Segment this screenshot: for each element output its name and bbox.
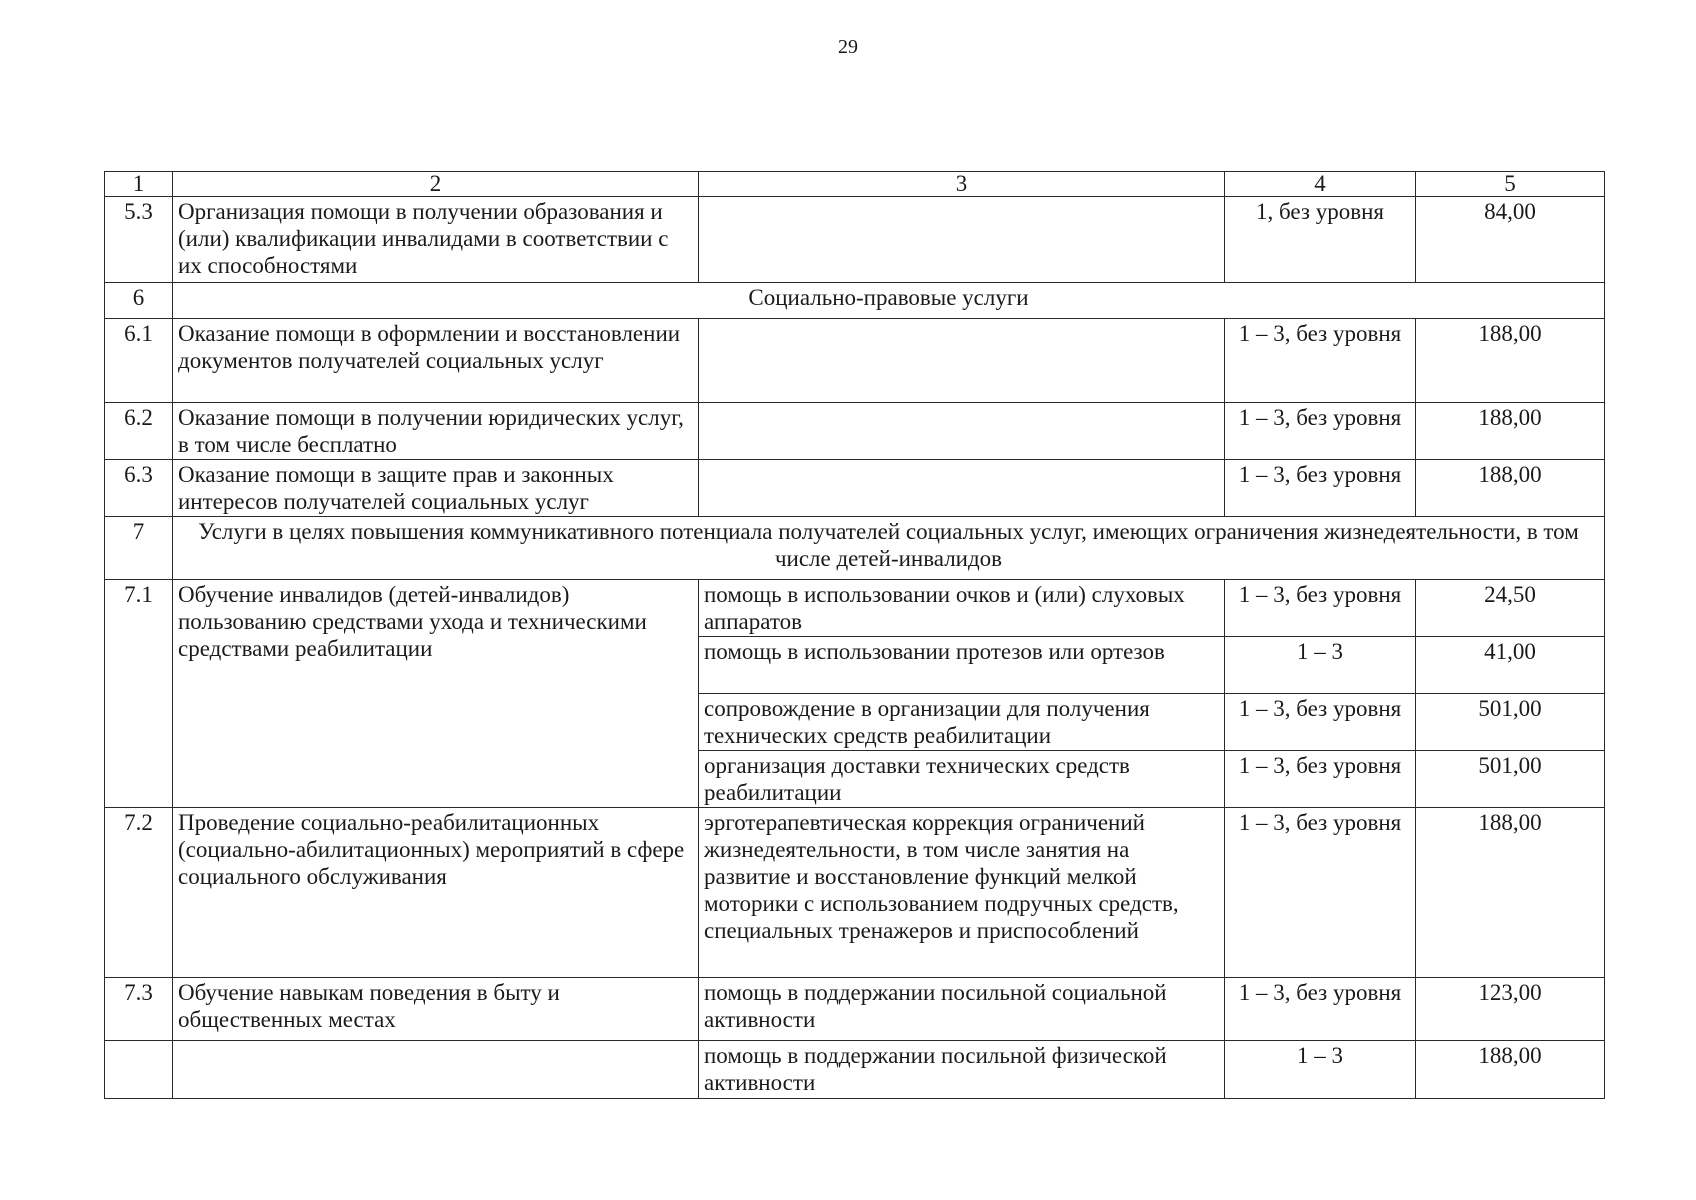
service-name: Проведение социально-реабилитационных (социально-абилитационных) мероприятий в сфере социального обслуживания	[173, 808, 699, 978]
table-row	[105, 1041, 1605, 1099]
service-detail	[699, 460, 1225, 517]
row-number: 7.2	[105, 808, 173, 978]
table-row	[105, 403, 1605, 460]
row-number: 7.1	[105, 580, 173, 808]
table-row	[105, 580, 1605, 637]
service-level: 1 – 3, без уровня	[1225, 403, 1416, 460]
row-number: 6.2	[105, 403, 173, 460]
service-price: 188,00	[1416, 319, 1605, 403]
column-number: 5	[1416, 172, 1605, 197]
table-row	[105, 197, 1605, 283]
row-number: 5.3	[105, 197, 173, 283]
service-price: 41,00	[1416, 637, 1605, 694]
service-level: 1 – 3, без уровня	[1225, 978, 1416, 1041]
section-title: Социально-правовые услуги	[173, 283, 1605, 319]
service-price: 24,50	[1416, 580, 1605, 637]
service-price: 501,00	[1416, 751, 1605, 808]
row-number: 7.3	[105, 978, 173, 1041]
service-detail: помощь в использовании протезов или ортезов	[699, 637, 1225, 694]
section-title: Услуги в целях повышения коммуникативного потенциала получателей социальных услуг, имеющих ограничения жизнедеятельности, в том числе детей-инвалидов	[173, 517, 1605, 580]
service-level: 1 – 3	[1225, 1041, 1416, 1099]
service-detail: сопровождение в организации для получения технических средств реабилитации	[699, 694, 1225, 751]
column-number: 2	[173, 172, 699, 197]
service-name: Обучение инвалидов (детей-инвалидов) пользованию средствами ухода и техническими средствами реабилитации	[173, 580, 699, 808]
section-row	[105, 517, 1605, 580]
service-level: 1 – 3, без уровня	[1225, 751, 1416, 808]
service-detail	[699, 197, 1225, 283]
service-price: 84,00	[1416, 197, 1605, 283]
service-name: Оказание помощи в оформлении и восстановлении документов получателей социальных услуг	[173, 319, 699, 403]
page-number: 29	[838, 36, 858, 58]
service-level: 1 – 3, без уровня	[1225, 580, 1416, 637]
table-row	[105, 319, 1605, 403]
service-name: Оказание помощи в защите прав и законных интересов получателей социальных услуг	[173, 460, 699, 517]
service-level: 1 – 3, без уровня	[1225, 694, 1416, 751]
column-number: 3	[699, 172, 1225, 197]
service-detail	[699, 403, 1225, 460]
service-level: 1 – 3, без уровня	[1225, 460, 1416, 517]
services-table	[104, 171, 1605, 1099]
service-detail: помощь в использовании очков и (или) слуховых аппаратов	[699, 580, 1225, 637]
service-name: Организация помощи в получении образования и (или) квалификации инвалидами в соответствии с их способностями	[173, 197, 699, 283]
column-number-row	[105, 172, 1605, 197]
section-row	[105, 283, 1605, 319]
service-detail: эрготерапевтическая коррекция ограничений жизнедеятельности, в том числе занятия на развитие и восстановление функций мелкой моторики с использованием подручных средств, специальных тренажеров и приспособлений	[699, 808, 1225, 978]
column-number: 4	[1225, 172, 1416, 197]
service-level: 1, без уровня	[1225, 197, 1416, 283]
table-row	[105, 978, 1605, 1041]
service-detail	[699, 319, 1225, 403]
service-price: 501,00	[1416, 694, 1605, 751]
section-number: 6	[105, 283, 173, 319]
section-number: 7	[105, 517, 173, 580]
row-number	[105, 1041, 173, 1099]
service-detail: организация доставки технических средств реабилитации	[699, 751, 1225, 808]
service-price: 188,00	[1416, 1041, 1605, 1099]
row-number: 6.1	[105, 319, 173, 403]
table-row	[105, 808, 1605, 978]
service-level: 1 – 3, без уровня	[1225, 808, 1416, 978]
service-price: 188,00	[1416, 460, 1605, 517]
service-level: 1 – 3	[1225, 637, 1416, 694]
column-number: 1	[105, 172, 173, 197]
service-detail: помощь в поддержании посильной физической активности	[699, 1041, 1225, 1099]
service-name	[173, 1041, 699, 1099]
service-name: Обучение навыкам поведения в быту и общественных местах	[173, 978, 699, 1041]
service-level: 1 – 3, без уровня	[1225, 319, 1416, 403]
service-price: 123,00	[1416, 978, 1605, 1041]
service-detail: помощь в поддержании посильной социальной активности	[699, 978, 1225, 1041]
table-row	[105, 460, 1605, 517]
service-price: 188,00	[1416, 403, 1605, 460]
row-number: 6.3	[105, 460, 173, 517]
service-name: Оказание помощи в получении юридических услуг, в том числе бесплатно	[173, 403, 699, 460]
service-price: 188,00	[1416, 808, 1605, 978]
